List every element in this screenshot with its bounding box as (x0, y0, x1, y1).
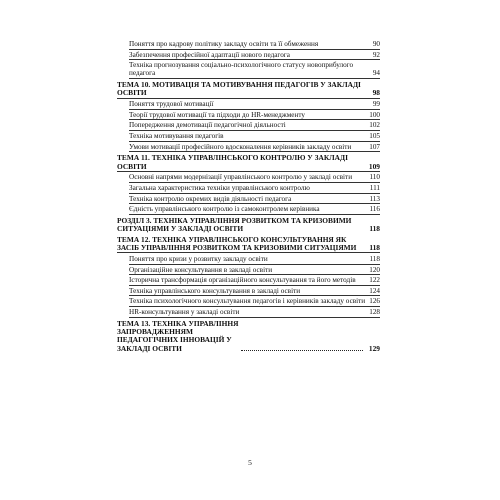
page-number: 5 (248, 458, 252, 467)
toc-entry[interactable]: Техніка прогнозування соціально-психологічного статусу новоприбулого педагога 94 (129, 61, 380, 78)
topic-12-items (129, 255, 380, 318)
toc-entry[interactable]: Техніка управлінського консультування в закладі освіти 124 (129, 286, 380, 295)
toc-entry[interactable]: Поняття про кризи у розвитку закладу освіти 118 (129, 254, 380, 263)
toc-entry[interactable]: Поняття трудової мотивації 99 (129, 100, 380, 109)
toc-entry[interactable]: Техніка мотивування педагогів 105 (129, 131, 380, 140)
topic-11-items (129, 173, 380, 214)
toc-entry[interactable]: Умови мотивації професійного вдосконалення керівників закладу освіти 107 (129, 142, 380, 151)
toc-entry[interactable]: Основні напрями модернізації управлінського контролю у закладі освіти 110 (129, 173, 380, 182)
table-of-contents (117, 40, 380, 355)
toc-entry[interactable]: Теорії трудової мотивації та підходи до HR-менеджменту 100 (129, 110, 380, 119)
topic-10-items (129, 100, 380, 152)
leader-dots (241, 350, 363, 351)
section-9-items (129, 40, 380, 79)
toc-entry[interactable]: Техніка психологічного консультування педагогів і керівників закладу освіти 126 (129, 297, 380, 306)
toc-entry[interactable]: Єдність управлінського контролю із самоконтролем керівника 116 (129, 205, 380, 214)
toc-entry[interactable]: HR-консультування у закладі освіти 128 (129, 307, 380, 316)
toc-entry[interactable]: Організаційне консультування в закладі освіти 120 (129, 265, 380, 274)
toc-entry[interactable]: Попередження демотивації педагогічної діяльності 102 (129, 121, 380, 130)
toc-topic-10[interactable]: ТЕМА 10. МОТИВАЦІЯ ТА МОТИВУВАННЯ ПЕДАГОГІВ У ЗАКЛАДІ ОСВІТИ 98 (117, 79, 380, 98)
toc-entry[interactable]: Поняття про кадрову політику закладу освіти та її обмеження 90 (129, 40, 380, 48)
toc-topic-12[interactable]: ТЕМА 12. ТЕХНІКА УПРАВЛІНСЬКОГО КОНСУЛЬТУВАННЯ ЯК ЗАСІБ УПРАВЛІННЯ РОЗВИТКОМ ТА КРИЗОВИМИ СИТУАЦІЯМИ 118 (117, 234, 380, 253)
toc-entry[interactable]: Забезпечення професійної адаптації нового педагога 92 (129, 50, 380, 59)
toc-topic-11[interactable]: ТЕМА 11. ТЕХНІКА УПРАВЛІНСЬКОГО КОНТРОЛЮ У ЗАКЛАДІ ОСВІТИ 109 (117, 153, 380, 171)
toc-part-3[interactable]: РОЗДІЛ 3. ТЕХНІКА УПРАВЛІННЯ РОЗВИТКОМ ТА КРИЗОВИМИ СИТУАЦІЯМИ У ЗАКЛАДІ ОСВІТИ 118 (117, 215, 380, 234)
toc-entry[interactable]: Історична трансформація організаційного консультування та його методів 122 (129, 276, 380, 285)
toc-entry[interactable]: Загальна характеристика техніки управлінського контролю 111 (129, 184, 380, 193)
toc-topic-13[interactable]: ТЕМА 13. ТЕХНІКА УПРАВЛІННЯ ЗАПРОВАДЖЕННЯМ ПЕДАГОГІЧНИХ ІННОВАЦІЙ У ЗАКЛАДІ ОСВІТИ 129 (117, 318, 380, 353)
toc-entry[interactable]: Техніка контролю окремих видів діяльності педагога 113 (129, 194, 380, 203)
